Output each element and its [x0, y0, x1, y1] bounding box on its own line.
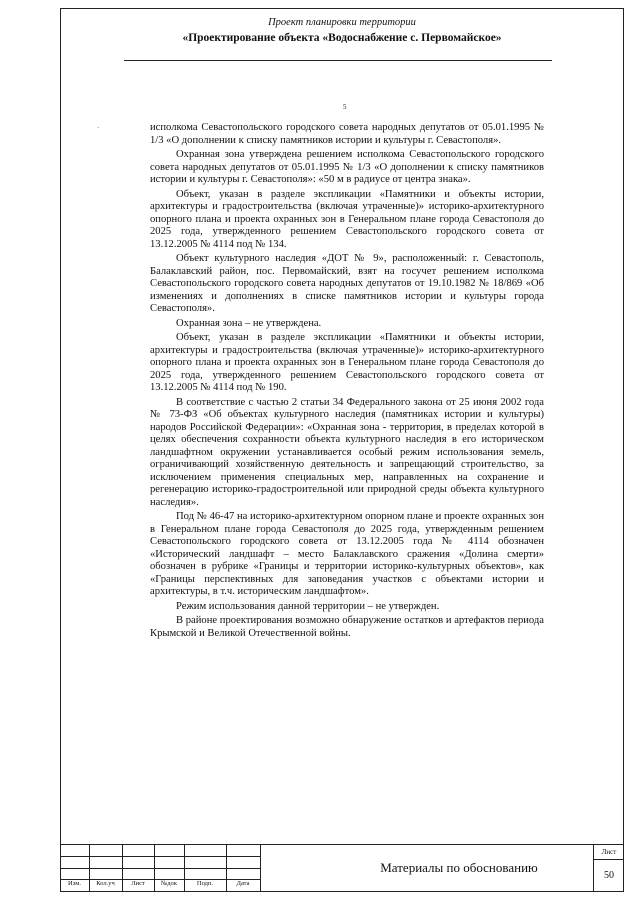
- sheet-cell: [593, 844, 624, 892]
- paragraph: Режим использования данной территории – не утвержден.: [176, 600, 440, 612]
- paragraph: Объект культурного наследия «ДОТ № 9», расположенный: г. Севастополь, Балаклавский район, пос. Первомайский, взят на госучет решением исполкома Севастопольского городского совета народных депутатов от 19.10.1982 № 18/869 «Об изменениях и дополнениях в списке памятников истории и культуры города Севастополя».: [150, 253, 544, 314]
- paragraph: Объект, указан в разделе экспликации «Памятники и объекты истории, архитектуры и градостроительства (включая утраченные)» историко-архитектурного опорного плана и проекта охранных зон в Генеральном плане города Севастополя до 2025 года, утвержденного решением Севастопольского городского совета от 13.12.2005 № 4114 под № 134.: [150, 188, 544, 250]
- title-block: [60, 844, 624, 892]
- sheet-number: 50: [604, 870, 614, 881]
- margin-mark: ·: [97, 124, 100, 132]
- col-label-kol-uch: Кол.уч: [96, 880, 115, 887]
- grid-row-line: [60, 856, 260, 857]
- paragraph: В районе проектирования возможно обнаружение остатков и артефактов периода Крымской и Великой Отечественной войны.: [150, 615, 544, 639]
- paragraph: исполкома Севастопольского городского совета народных депутатов от 05.01.1995 № 1/3 «О дополнении к списку памятников истории и культуры г. Севастополя».: [150, 122, 544, 146]
- paragraph: Охранная зона утверждена решением исполкома Севастопольского городского совета народных депутатов от 05.01.1995 № 1/3 «О дополнении к списку памятников истории и культуры г. Севастополя»: «50 м в радиусе от центра знака».: [150, 149, 544, 185]
- project-title-line1: Проект планировки территории: [268, 17, 416, 28]
- col-label-list: Лист: [131, 880, 145, 887]
- sheet-label: Лист: [594, 848, 624, 860]
- header-rule: [124, 60, 552, 61]
- paragraph: Объект, указан в разделе экспликации «Памятники и объекты истории, архитектуры и градостроительства (включая утраченные)» историко-архитектурного опорного плана и проекта охранных зон в Генеральном плане города Севастополя до 2025 года, утвержденного решением Севастопольского городского совета от 13.12.2005 № 4114 под № 190.: [150, 332, 544, 393]
- project-title-line2: «Проектирование объекта «Водоснабжение с. Первомайское»: [182, 32, 502, 44]
- revision-grid: [60, 844, 260, 892]
- col-label-podp: Подп.: [196, 880, 214, 887]
- grid-row-line: [60, 868, 260, 869]
- paragraph: Под № 46-47 на историко-архитектурном опорном плане и проекте охранных зон в Генеральном плане города Севастополя до 2025 года, утвержденным решением Севастопольского городского совета от 13.12.2005 года № 4114 обозначен «Исторический ландшафт – место Балаклавского сражения «Долина смерти» обозначен в рубрике «Границы и территории историко-культурных объектов», как «Границы перспективных для заповедания участков с объектами истории и архитектуры, в т.ч. историческим ландшафтом».: [150, 511, 544, 597]
- paragraph: Охранная зона – не утверждена.: [176, 317, 322, 329]
- title-cell: [260, 844, 640, 892]
- col-label-izm: Изм.: [68, 880, 81, 887]
- paragraph: В соответствие с частью 2 статьи 34 Федерального закона от 25 июня 2002 года № 73-ФЗ «Об объектах культурного наследия (памятниках истории и культуры) народов Российской Федерации»: «Охранная зона - территория, в пределах которой в целях обеспечения сохранности объекта культурного наследия в его историческом ландшафтном окружении устанавливается особый режим использования земель, ограничивающий хозяйственную деятельность и запрещающий строительство, за исключением применения специальных мер, направленных на сохранение и регенерацию историко-градостроительной или природной среды объекта культурного наследия».: [150, 396, 544, 508]
- document-body: [150, 122, 544, 642]
- title-block-title: Материалы по обоснованию: [380, 860, 538, 875]
- top-page-number: 5: [343, 103, 347, 111]
- col-label-ndok: №док: [161, 880, 177, 887]
- col-label-data: Дата: [236, 880, 250, 887]
